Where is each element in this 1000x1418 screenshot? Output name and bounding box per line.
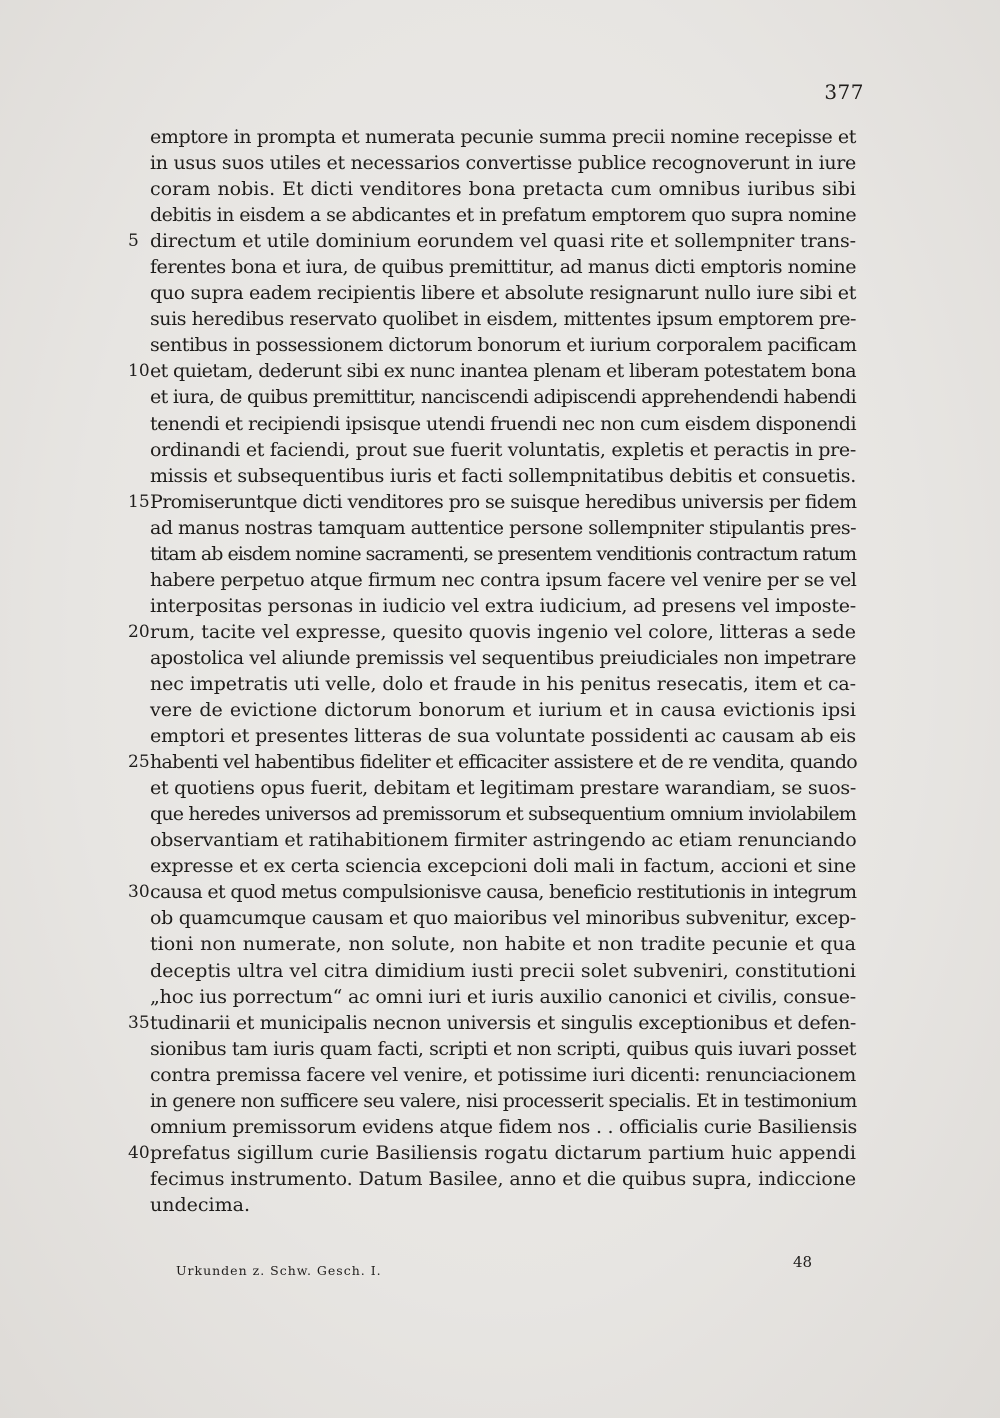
line-text: observantiam et ratihabitionem firmiter astringendo ac etiam renunciando — [150, 829, 857, 852]
text-line — [150, 384, 856, 410]
line-text: emptori et presentes litteras de sua voluntate possidenti ac causam ab eis — [150, 725, 856, 748]
line-text: in usus suos utiles et necessarios convertisse publice recognoverunt in iure — [150, 152, 856, 175]
line-text: undecima. — [150, 1193, 250, 1216]
text-line — [128, 228, 856, 254]
line-text: „hoc ius porrectum“ ac omni iuri et iuris auxilio canonici et civilis, consue- — [150, 985, 856, 1008]
text-line — [150, 541, 856, 567]
text-line — [150, 931, 856, 957]
line-text: tenendi et recipiendi ipsisque utendi fruendi nec non cum eisdem disponendi — [150, 412, 856, 435]
line-text: nec impetratis uti velle, dolo et fraude in his penitus resecatis, item et ca- — [150, 672, 856, 695]
line-text: emptore in prompta et numerata pecunie summa precii nomine recepisse et — [150, 126, 856, 148]
text-line — [150, 411, 856, 437]
line-text: omnium premissorum evidens atque fidem nos . . officialis curie Basiliensis — [150, 1115, 857, 1138]
line-text: ordinandi et faciendi, prout sue fuerit voluntatis, expletis et peractis in pre- — [150, 438, 856, 461]
text-line — [150, 567, 856, 593]
footer-source: Urkunden z. Schw. Gesch. I. — [176, 1263, 382, 1278]
line-number: 15 — [128, 491, 150, 512]
line-text: tudinarii et municipalis necnon universis et singulis exceptionibus et defen- — [150, 1011, 856, 1034]
text-line — [150, 124, 856, 150]
text-line — [128, 619, 856, 645]
line-text: habenti vel habentibus fideliter et efficaciter assistere et de re vendita, quando — [150, 751, 857, 774]
line-text: que heredes universos ad premissorum et subsequentium omnium inviolabilem — [150, 803, 856, 826]
text-line — [150, 1166, 856, 1192]
text-line — [150, 801, 856, 827]
line-number: 25 — [128, 752, 150, 773]
line-text: vere de evictione dictorum bonorum et iurium et in causa evictionis ipsi — [150, 699, 856, 722]
text-line — [150, 202, 856, 228]
text-line — [150, 853, 856, 879]
line-text: titam ab eisdem nomine sacramenti, se presentem venditionis contractum ratum — [150, 542, 856, 565]
text-line — [150, 671, 856, 697]
line-text: suis heredibus reservato quolibet in eisdem, mittentes ipsum emptorem pre- — [150, 308, 856, 331]
page-number: 377 — [824, 80, 864, 104]
text-line — [150, 1192, 856, 1218]
text-line — [150, 697, 856, 723]
line-text: et quietam, dederunt sibi ex nunc inantea plenam et liberam potestatem bona — [150, 360, 856, 383]
line-text: coram nobis. Et dicti venditores bona pretacta cum omnibus iuribus sibi — [150, 178, 856, 201]
line-text: contra premissa facere vel venire, et potissime iuri dicenti: renunciacionem — [150, 1063, 856, 1086]
line-number: 35 — [128, 1012, 150, 1033]
line-text: expresse et ex certa sciencia excepcioni doli mali in factum, accioni et sine — [150, 855, 856, 878]
text-line — [150, 176, 856, 202]
line-text: Promiseruntque dicti venditores pro se suisque heredibus universis per fidem — [150, 490, 857, 513]
text-line — [128, 489, 857, 515]
line-text: deceptis ultra vel citra dimidium iusti precii solet subveniri, constitutioni — [150, 959, 856, 982]
text-line — [128, 1140, 856, 1166]
text-line — [150, 958, 856, 984]
line-text: prefatus sigillum curie Basiliensis rogatu dictarum partium huic appendi — [150, 1141, 856, 1164]
line-text: missis et subsequentibus iuris et facti sollempnitatibus debitis et consuetis. — [150, 464, 856, 487]
line-text: sentibus in possessionem dictorum bonorum et iurium corporalem pacificam — [150, 334, 857, 357]
line-text: fecimus instrumento. Datum Basilee, anno et die quibus supra, indiccione — [150, 1167, 856, 1190]
line-text: apostolica vel aliunde premissis vel sequentibus preiudiciales non impetrare — [150, 646, 856, 669]
text-line — [150, 306, 856, 332]
text-line — [150, 332, 856, 358]
text-line — [150, 593, 856, 619]
line-text: ob quamcumque causam et quo maioribus vel minoribus subvenitur, excep- — [150, 907, 856, 930]
line-text: et iura, de quibus premittitur, nanciscendi adipiscendi apprehendendi habendi — [150, 386, 856, 409]
line-text: quo supra eadem recipientis libere et absolute resignarunt nullo iure sibi et — [150, 282, 856, 305]
text-line — [150, 905, 856, 931]
line-text: sionibus tam iuris quam facti, scripti et non scripti, quibus quis iuvari posset — [150, 1037, 856, 1060]
line-text: ad manus nostras tamquam auttentice persone sollempniter stipulantis pres- — [150, 516, 856, 539]
text-line — [150, 1114, 856, 1140]
line-text: habere perpetuo atque firmum nec contra ipsum facere vel venire per se vel — [150, 568, 857, 591]
line-text: tioni non numerate, non solute, non habite et non tradite pecunie et qua — [150, 933, 856, 956]
line-text: ferentes bona et iura, de quibus premittitur, ad manus dicti emptoris nomine — [150, 256, 857, 279]
line-text: debitis in eisdem a se abdicantes et in prefatum emptorem quo supra nomine — [150, 204, 856, 227]
line-number: 40 — [128, 1142, 150, 1163]
text-line — [150, 775, 856, 801]
text-line — [150, 150, 856, 176]
text-line — [128, 879, 857, 905]
text-line — [128, 1010, 856, 1036]
text-line — [150, 827, 856, 853]
text-line — [150, 645, 856, 671]
line-text: et quotiens opus fuerit, debitam et legitimam prestare warandiam, se suos- — [150, 777, 856, 800]
text-line — [150, 515, 856, 541]
line-text: rum, tacite vel expresse, quesito quovis ingenio vel colore, litteras a sede — [150, 620, 856, 643]
footer-signature: 48 — [793, 1253, 813, 1271]
text-line — [150, 463, 856, 489]
line-number: 10 — [128, 361, 150, 382]
line-number: 5 — [128, 231, 139, 252]
body-text — [128, 124, 857, 1218]
text-line — [128, 358, 856, 384]
text-line — [128, 749, 857, 775]
text-line — [150, 723, 856, 749]
line-number: 30 — [128, 882, 150, 903]
line-text: interpositas personas in iudicio vel extra iudicium, ad presens vel imposte- — [150, 594, 856, 617]
text-line — [150, 1036, 856, 1062]
text-line — [150, 437, 856, 463]
line-text: causa et quod metus compulsionisve causa, beneficio restitutionis in integrum — [150, 881, 857, 904]
text-line — [150, 1088, 856, 1114]
line-number: 20 — [128, 621, 150, 642]
text-line — [150, 1062, 856, 1088]
line-text: directum et utile dominium eorundem vel quasi rite et sollempniter trans- — [150, 230, 856, 253]
line-text: in genere non sufficere seu valere, nisi processerit specialis. Et in testimonium — [150, 1089, 857, 1112]
text-line — [150, 254, 856, 280]
text-line — [150, 984, 856, 1010]
text-line — [150, 280, 856, 306]
